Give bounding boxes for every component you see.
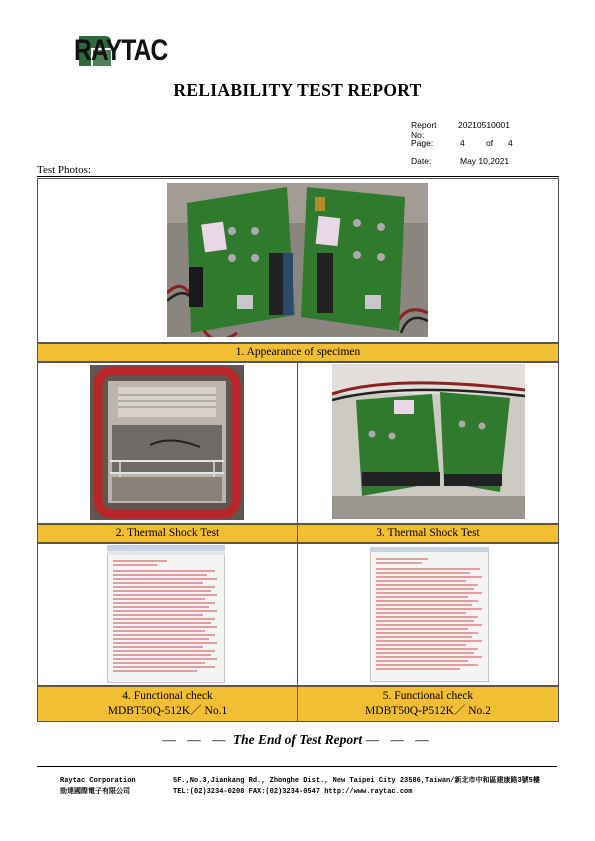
date-value: May 10,2021 — [460, 156, 510, 166]
footer-company: Raytac Corporation — [60, 777, 136, 785]
caption-3-text: 3. Thermal Shock Test — [376, 527, 480, 539]
footer-company-cn: 勁達國際電子有限公司 — [60, 788, 130, 796]
brand-name: RAYTAC — [74, 34, 168, 67]
caption-4-line1: 4. Functional check — [122, 690, 213, 702]
end-dash-left: — — — — [162, 732, 230, 747]
end-dash-right: — — — — [365, 732, 433, 747]
footer-rule — [37, 766, 557, 767]
report-no-value: 20210510001 — [458, 120, 511, 130]
caption-5-line2: MDBT50Q-P512K／ No.2 — [365, 705, 491, 717]
specimen-photo — [167, 183, 428, 337]
section-label: Test Photos: — [37, 164, 91, 176]
report-title: RELIABILITY TEST REPORT — [173, 80, 422, 100]
caption-4 — [37, 686, 298, 722]
caption-4-line2: MDBT50Q-512K／ No.1 — [107, 705, 228, 717]
end-text: The End of Test Report — [232, 732, 363, 747]
page-number: 4 — [460, 138, 465, 148]
thermal-board-photo — [332, 364, 525, 519]
end-of-report — [0, 732, 595, 748]
functional-check-screenshot-2 — [370, 547, 489, 682]
caption-5 — [297, 686, 559, 722]
caption-1 — [37, 343, 559, 362]
caption-1-text: 1. Appearance of specimen — [235, 346, 361, 358]
caption-3 — [297, 524, 559, 543]
date-label: Date: — [411, 156, 432, 166]
report-no-label: Report No: — [411, 120, 437, 140]
caption-5-line1: 5. Functional check — [382, 690, 474, 702]
page-total: 4 — [508, 138, 513, 148]
functional-check-screenshot-1 — [107, 545, 225, 683]
thermal-chamber-photo — [90, 365, 244, 520]
footer-contact: TEL:(02)3234-0208 FAX:(02)3234-0547 http://www.raytac.com — [173, 788, 413, 796]
page-of: of — [486, 138, 494, 148]
header-rule — [37, 176, 559, 177]
caption-2 — [37, 524, 298, 543]
caption-2-text: 2. Thermal Shock Test — [115, 527, 220, 539]
footer-address: 5F.,No.3,Jiankang Rd., Zhonghe Dist., New Taipei City 23586,Taiwan/新北市中和區建康路3號5樓 — [173, 777, 540, 785]
page-label: Page: — [411, 138, 434, 148]
